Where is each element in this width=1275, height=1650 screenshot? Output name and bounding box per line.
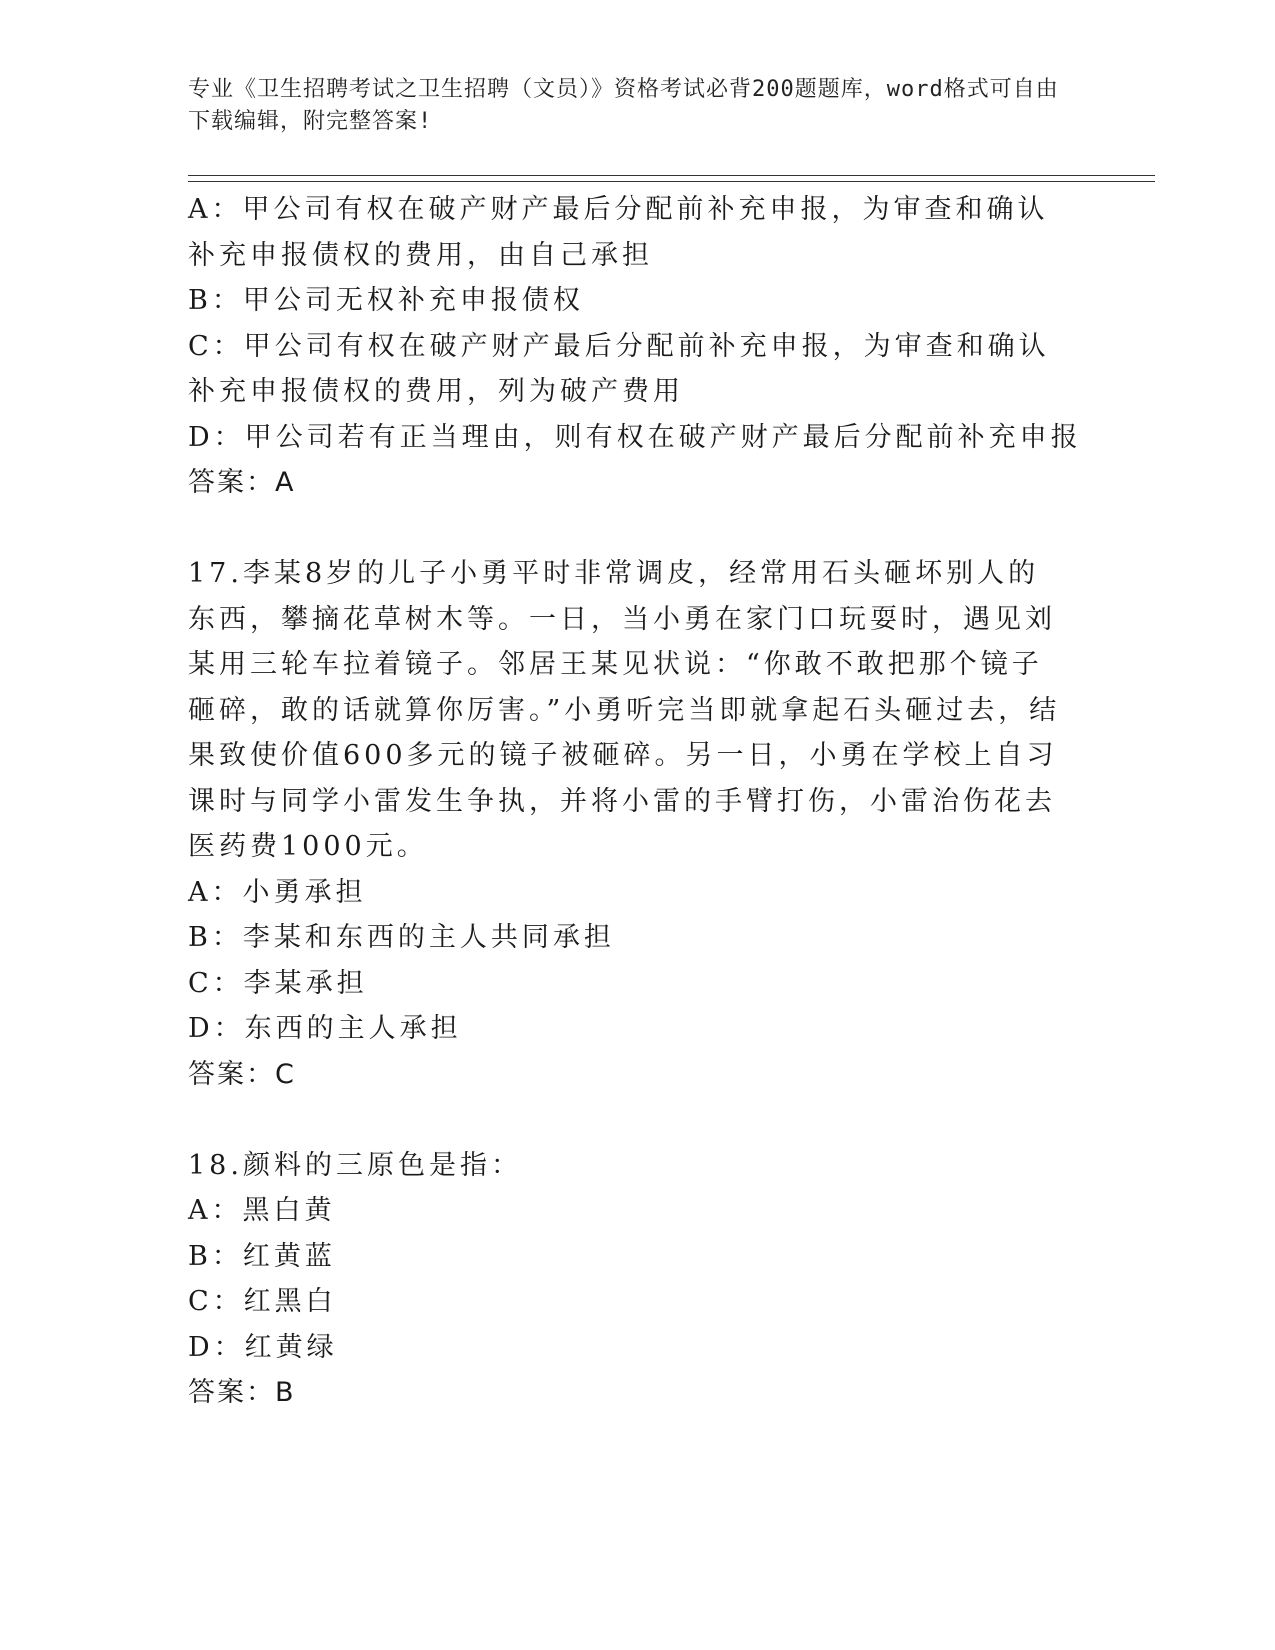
q17-option-a: A：小勇承担 — [188, 876, 367, 908]
q18-option-c: C：红黑白 — [188, 1286, 337, 1317]
spacer — [188, 506, 1068, 552]
q18-option-a: A：黑白黄 — [188, 1195, 336, 1226]
q16-option-c: C：甲公司有权在破产财产最后分配前补充申报，为审查和确认补充申报债权的费用，列为破产费用 — [188, 330, 1050, 407]
q18-answer: 答案：B — [188, 1377, 296, 1408]
q16-option-d: D：甲公司若有正当理由，则有权在破产财产最后分配前补充申报 — [188, 421, 1082, 453]
q18-option-d: D：红黄绿 — [188, 1331, 338, 1363]
header-divider-bottom — [188, 181, 1155, 182]
header-divider-top — [188, 175, 1155, 176]
q17-option-b: B：李某和东西的主人共同承担 — [188, 922, 615, 953]
q18-stem: 18.颜料的三原色是指： — [188, 1149, 522, 1181]
q17-answer: 答案：C — [188, 1058, 296, 1090]
question-content — [188, 187, 1082, 1416]
q17-option-d: D：东西的主人承担 — [188, 1013, 462, 1044]
q17-option-c: C：李某承担 — [188, 967, 368, 999]
q16-answer: 答案：A — [188, 467, 296, 498]
spacer — [188, 1097, 1068, 1143]
q18-option-b: B：红黄蓝 — [188, 1240, 336, 1272]
q17-stem: 17.李某8岁的儿子小勇平时非常调皮，经常用石头砸坏别人的东西，攀摘花草树木等。一日，当小勇在家门口玩耍时，遇见刘某用三轮车拉着镜子。邻居王某见状说：“你敢不敢把那个镜子砸碎，敢的话就算你厉害。”小勇听完当即就拿起石头砸过去，结果致使价值600多元的镜子被砸碎。另一日，小勇在学校上自习课时与同学小雷发生争执，并将小雷的手臂打伤，小雷治伤花去医药费1000元。 — [188, 558, 1061, 862]
q16-option-b: B：甲公司无权补充申报债权 — [188, 285, 584, 316]
page-header: 专业《卫生招聘考试之卫生招聘（文员）》资格考试必背200题题库，word格式可自由下载编辑，附完整答案! — [188, 77, 1059, 134]
q16-option-a: A：甲公司有权在破产财产最后分配前补充申报，为审查和确认补充申报债权的费用，由自己承担 — [188, 194, 1049, 271]
